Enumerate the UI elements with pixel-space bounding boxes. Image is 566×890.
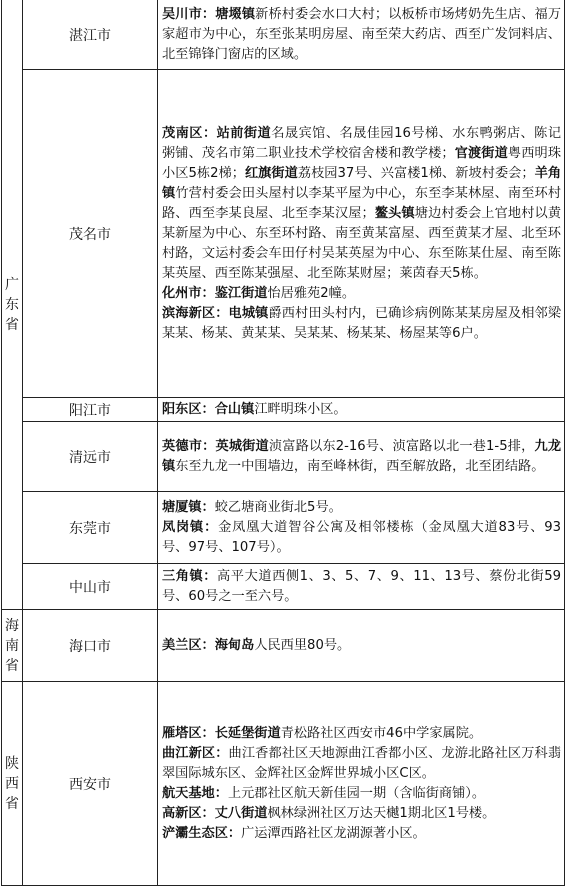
area-detail-cell <box>158 682 565 886</box>
district-label: 英城街道 <box>215 439 269 454</box>
area-paragraph <box>162 567 561 607</box>
district-label: 曲江新区： <box>162 746 229 761</box>
area-detail-cell <box>158 422 565 492</box>
area-description: 江畔明珠小区。 <box>254 402 347 417</box>
province-name: 海南省 <box>5 617 19 674</box>
district-label: 海甸岛 <box>214 638 255 653</box>
district-label: 高新区： <box>162 806 215 821</box>
city-name: 阳江市 <box>69 402 111 419</box>
city-cell <box>23 492 158 564</box>
city-cell <box>23 398 158 422</box>
area-description: 高平大道西侧1、3、5、7、9、11、13号、蔡份北街59号、60号之一至六号。 <box>162 569 562 604</box>
area-description: 蛟乙塘商业街北5号。 <box>214 500 342 515</box>
district-label: 丈八街道 <box>214 806 268 821</box>
area-paragraph <box>162 518 561 558</box>
area-paragraph <box>162 498 561 518</box>
district-label: 塘㙍镇 <box>215 7 256 22</box>
area-paragraph <box>162 5 561 65</box>
area-detail-cell <box>158 564 565 610</box>
area-description: 新桥村委会水口大村；以板桥市场烤奶先生店、福万家超市为中心，东至张某明房屋、南至荣大药店、西至广发饲料店、北至锦锋门窗店的区域。 <box>162 7 562 62</box>
table-row <box>2 398 565 422</box>
district-label: 航天基地： <box>162 786 228 801</box>
area-description: 爵西村田头村内，已确诊病例陈某某房屋及相邻梁某某、杨某、黄某某、吴某某、杨某某、杨屋某等6户。 <box>162 306 562 341</box>
table-row <box>2 422 565 492</box>
district-label: 鉴江街道 <box>214 286 268 301</box>
area-description: 枫林绿洲社区万达天樾1期北区1号楼。 <box>267 806 496 821</box>
area-detail-cell <box>158 492 565 564</box>
area-description: 广运潭西路社区龙湖源著小区。 <box>241 826 426 841</box>
area-paragraph <box>162 636 561 656</box>
table-row <box>2 564 565 610</box>
province-name: 广东省 <box>5 276 19 333</box>
district-label: 化州市： <box>162 286 215 301</box>
area-paragraph <box>162 804 561 824</box>
area-paragraph <box>162 724 561 744</box>
district-label: 三角镇： <box>162 569 218 584</box>
area-paragraph <box>162 744 561 784</box>
area-description: 曲江香都社区天地源曲江香都小区、龙游北路社区万科翡翠国际城东区、金辉社区金辉世界城小区C区。 <box>162 746 562 781</box>
district-label: 电城镇 <box>228 306 269 321</box>
city-name: 清远市 <box>69 449 111 466</box>
district-label: 滨海新区： <box>162 306 229 321</box>
area-paragraph <box>162 824 561 844</box>
district-label: 雁塔区： <box>162 726 215 741</box>
district-label: 红旗街道 <box>244 166 298 181</box>
area-description: 金凤凰大道智谷公寓及相邻楼栋（金凤凰大道83号、93号、97号、107号）。 <box>162 520 561 555</box>
area-description: 名晟宾馆、名晟佳园16号梯、水东鸭粥店、陈记粥铺、茂名市第二职业技术学校宿舍楼和教学楼； <box>162 126 562 161</box>
city-cell <box>23 610 158 682</box>
area-description: 怡居雅苑2幢。 <box>267 286 356 301</box>
risk-area-table <box>1 0 565 886</box>
district-label: 九龙镇 <box>162 439 562 474</box>
area-paragraph <box>162 124 561 284</box>
area-description: 东至九龙一中围墙边，南至峰林街，西至解放路，北至团结路。 <box>175 459 545 474</box>
district-label: 羊角镇 <box>162 166 562 201</box>
city-cell <box>23 0 158 70</box>
city-name: 茂名市 <box>69 226 111 243</box>
city-name: 湛江市 <box>69 27 111 44</box>
table-body <box>2 0 565 886</box>
area-paragraph <box>162 784 561 804</box>
city-name: 东莞市 <box>69 520 111 537</box>
table-row <box>2 70 565 398</box>
province-name: 陕西省 <box>5 755 19 812</box>
city-name: 中山市 <box>69 579 111 596</box>
city-cell <box>23 422 158 492</box>
province-cell <box>2 0 23 610</box>
area-detail-cell <box>158 398 565 422</box>
area-description: 竹营村委会田头屋村以李某平屋为中心，东至李某林屋、南至环村路、西至李某良屋、北至李某汉屋； <box>162 186 562 221</box>
district-label: 站前街道 <box>216 126 272 141</box>
area-paragraph <box>162 437 561 477</box>
area-description: 荔枝园37号、兴富楼1梯、新坡村委会； <box>297 166 535 181</box>
table-row <box>2 0 565 70</box>
area-description: 人民西里80号。 <box>254 638 351 653</box>
area-description: 塘边村委会上官地村以黄某新屋为中心、东至环村路、南至黄某富屋、西至黄某才屋、北至环村路，文运村委会车田仔村吴某英屋为中心、东至陈某仕屋、南至陈某英屋、西至陈某强屋、北至陈某财屋；莱茵春天5栋。 <box>162 206 562 281</box>
province-cell <box>2 610 23 682</box>
district-label: 塘厦镇： <box>162 500 215 515</box>
district-label: 长延堡街道 <box>214 726 281 741</box>
district-label: 合山镇 <box>214 402 255 417</box>
district-label: 阳东区： <box>162 402 215 417</box>
area-paragraph <box>162 284 561 304</box>
area-detail-cell <box>158 610 565 682</box>
area-detail-cell <box>158 0 565 70</box>
area-paragraph <box>162 400 561 420</box>
district-label: 浐灞生态区： <box>162 826 242 841</box>
district-label: 凤岗镇： <box>162 520 219 535</box>
district-label: 茂南区： <box>162 126 217 141</box>
district-label: 美兰区： <box>162 638 215 653</box>
table-row <box>2 492 565 564</box>
area-description: 粤西明珠小区5栋2梯； <box>162 146 562 181</box>
city-cell <box>23 70 158 398</box>
district-label: 吴川市： <box>162 7 216 22</box>
city-name: 海口市 <box>69 638 111 655</box>
area-description: 浈富路以东2-16号、浈富路以北一巷1-5排， <box>268 439 535 454</box>
province-cell <box>2 682 23 886</box>
city-name: 西安市 <box>69 776 111 793</box>
table-row <box>2 610 565 682</box>
district-label: 官渡街道 <box>454 146 508 161</box>
city-cell <box>23 564 158 610</box>
area-detail-cell <box>158 70 565 398</box>
area-paragraph <box>162 304 561 344</box>
table-row <box>2 682 565 886</box>
city-cell <box>23 682 158 886</box>
district-label: 英德市： <box>162 439 216 454</box>
district-label: 鳌头镇 <box>374 206 415 221</box>
area-description: 上元郡社区航天新佳园一期（含临街商铺）。 <box>227 786 486 801</box>
area-description: 青松路社区西安市46中学家属院。 <box>280 726 483 741</box>
